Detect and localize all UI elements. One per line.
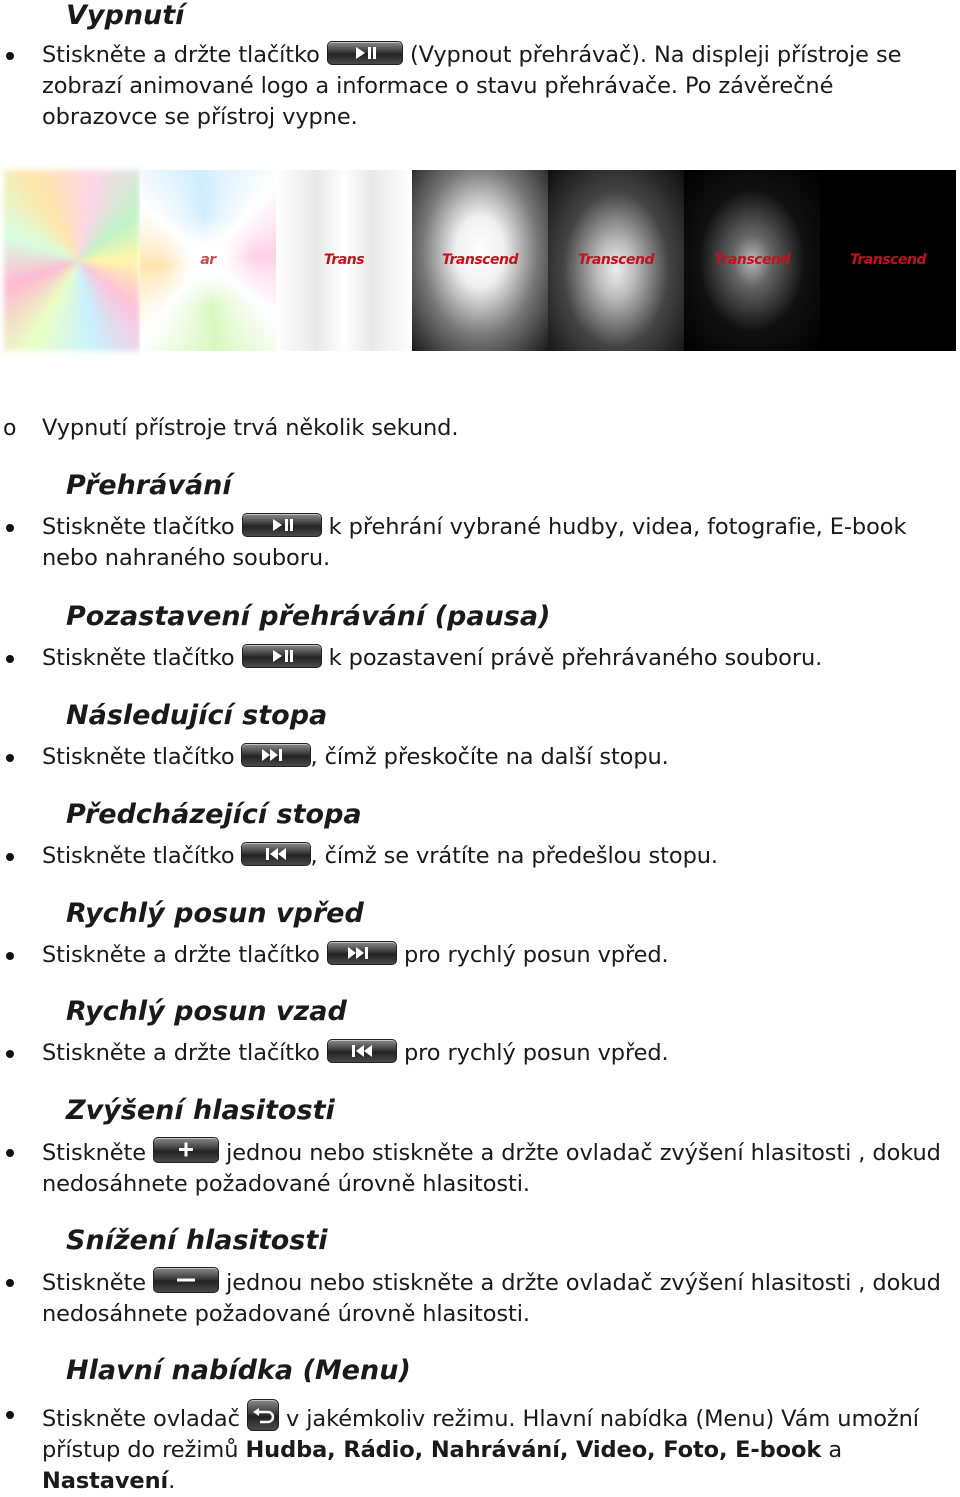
- heading-predchozi: Předcházející stopa: [66, 799, 362, 830]
- list-item-snizeni: [0, 1267, 950, 1330]
- heading-menu: Hlavní nabídka (Menu): [66, 1355, 411, 1386]
- logo-text: Transcend: [714, 252, 790, 268]
- text-vypnuti-2: (Vypnout přehrávač). Na displeji přístroje se zobrazí animované logo a informace o stavu přehrávače. Po závěrečné obrazovce se přístroj vypne.: [42, 42, 902, 130]
- heading-vypnuti: Vypnutí: [66, 0, 185, 31]
- logo-frame-2: [140, 170, 276, 351]
- text-menu-and: a: [828, 1437, 843, 1463]
- heading-snizeni: Snížení hlasitosti: [66, 1225, 328, 1256]
- logo-animation-strip: [4, 170, 956, 351]
- text-vpred-1: Stiskněte a držte tlačítko: [42, 942, 320, 968]
- text-vzad-1: Stiskněte a držte tlačítko: [42, 1040, 320, 1066]
- logo-text: ar: [200, 252, 216, 268]
- text-predchozi-1: Stiskněte tlačítko: [42, 843, 235, 869]
- text-menu-last: Nastavení: [42, 1468, 169, 1494]
- minus-icon: [153, 1267, 219, 1293]
- text-vypnuti-note: Vypnutí přístroje trvá několik sekund.: [42, 415, 459, 441]
- logo-frame-6: [684, 170, 820, 351]
- list-item-predchozi: [0, 841, 950, 872]
- text-menu-modes: Hudba, Rádio, Nahrávání, Video, Foto, E-book: [245, 1437, 822, 1463]
- logo-frame-1: [4, 170, 140, 351]
- bullet: [6, 1279, 14, 1287]
- play-pause-icon: [242, 513, 322, 537]
- text-pauza-2: k pozastavení právě přehrávaného souboru.: [328, 645, 823, 671]
- logo-frame-7: [820, 170, 956, 351]
- list-item-menu: [0, 1399, 950, 1497]
- text-zvyseni-1: Stiskněte: [42, 1140, 146, 1166]
- list-item-dalsi: [0, 742, 950, 773]
- previous-track-icon: [327, 1039, 397, 1063]
- play-pause-icon: [327, 41, 403, 65]
- heading-zvyseni: Zvýšení hlasitosti: [66, 1095, 335, 1126]
- bullet: [6, 52, 14, 60]
- bullet: [6, 1411, 14, 1419]
- text-zvyseni-2: jednou nebo stiskněte a držte ovladač zvýšení hlasitosti , dokud nedosáhnete požadované úrovně hlasitosti.: [42, 1140, 941, 1197]
- play-pause-icon: [242, 644, 322, 668]
- text-prehravani-1: Stiskněte tlačítko: [42, 514, 235, 540]
- text-snizeni-1: Stiskněte: [42, 1270, 146, 1296]
- heading-vpred: Rychlý posun vpřed: [66, 898, 364, 929]
- text-vzad-2: pro rychlý posun vpřed.: [403, 1040, 669, 1066]
- heading-pauza: Pozastavení přehrávání (pausa): [66, 601, 551, 632]
- text-dalsi-2: , čímž přeskočíte na další stopu.: [310, 744, 669, 770]
- bullet: [6, 1149, 14, 1157]
- bullet: [6, 853, 14, 861]
- text-dalsi-1: Stiskněte tlačítko: [42, 744, 235, 770]
- logo-frame-5: [548, 170, 684, 351]
- list-item-vzad: [0, 1038, 950, 1069]
- next-track-icon: [327, 941, 397, 965]
- heading-dalsi: Následující stopa: [66, 700, 328, 731]
- back-icon: [247, 1399, 279, 1431]
- bullet: [6, 1050, 14, 1058]
- logo-text: Transcend: [850, 252, 926, 268]
- logo-text: Transcend: [578, 252, 654, 268]
- bullet: [6, 754, 14, 762]
- text-menu-dot: .: [168, 1468, 176, 1494]
- text-vpred-2: pro rychlý posun vpřed.: [403, 942, 669, 968]
- text-menu-2: v jakémkoliv režimu. Hlavní nabídka (Menu) Vám umožní přístup do režimů: [42, 1406, 919, 1463]
- list-item-prehravani: [0, 512, 950, 574]
- list-item-pauza: [0, 643, 950, 674]
- heading-prehravani: Přehrávání: [66, 470, 232, 501]
- list-item-vypnuti: [0, 40, 950, 133]
- logo-frame-4: [412, 170, 548, 351]
- heading-vzad: Rychlý posun vzad: [66, 996, 347, 1027]
- text-vypnuti-1: Stiskněte a držte tlačítko: [42, 42, 320, 68]
- list-item-vpred: [0, 940, 950, 971]
- next-track-icon: [241, 743, 311, 767]
- bullet: [6, 524, 14, 532]
- text-prehravani-2: k přehrání vybrané hudby, videa, fotografie, E-book nebo nahraného souboru.: [42, 514, 907, 571]
- list-item-note: [0, 413, 950, 444]
- logo-text: Transcend: [442, 252, 518, 268]
- circle-bullet: o: [3, 416, 17, 441]
- text-menu-1: Stiskněte ovladač: [42, 1406, 240, 1432]
- text-pauza-1: Stiskněte tlačítko: [42, 645, 235, 671]
- logo-text: Trans: [323, 252, 365, 268]
- plus-icon: [153, 1137, 219, 1163]
- bullet: [6, 655, 14, 663]
- text-snizeni-2: jednou nebo stiskněte a držte ovladač zvýšení hlasitosti , dokud nedosáhnete požadované úrovně hlasitosti.: [42, 1270, 941, 1327]
- previous-track-icon: [241, 842, 311, 866]
- text-predchozi-2: , čímž se vrátíte na předešlou stopu.: [310, 843, 718, 869]
- bullet: [6, 952, 14, 960]
- list-item-zvyseni: [0, 1137, 950, 1200]
- logo-frame-3: [276, 170, 412, 351]
